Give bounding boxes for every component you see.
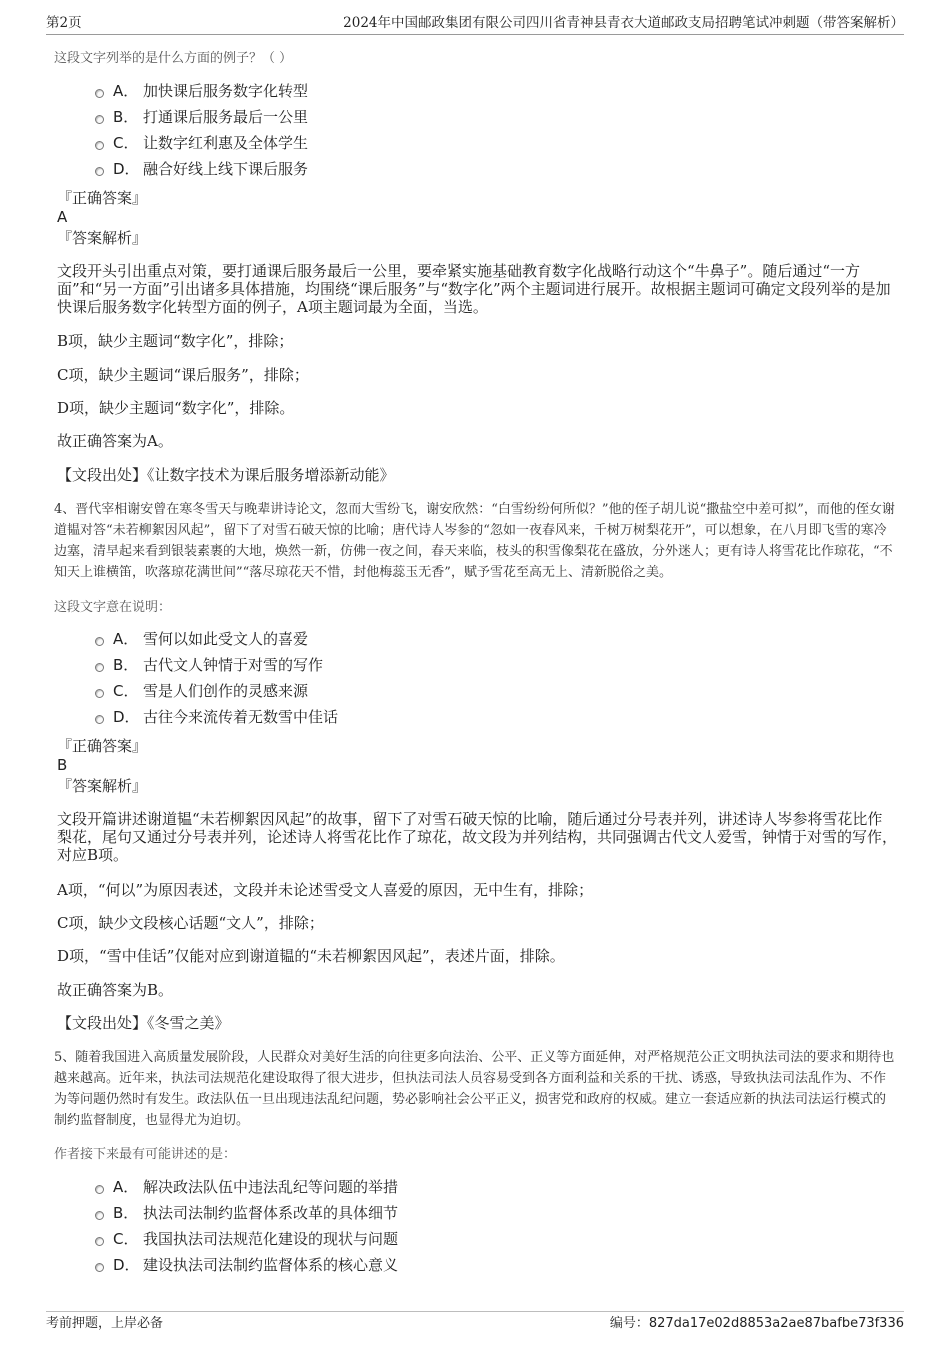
analysis-paragraph: A项，“何以”为原因表述，文段并未论述雪受文人喜爱的原因，无中生有，排除； <box>57 881 594 899</box>
analysis-label: 『答案解析』 <box>57 229 148 247</box>
question-5-option-b[interactable]: B． 执法司法制约监督体系改革的具体细节 <box>95 1203 398 1223</box>
question-4-option-a[interactable]: A． 雪何以如此受文人的喜爱 <box>95 629 308 649</box>
question-3-stem: 这段文字列举的是什么方面的例子？（ ） <box>54 51 293 66</box>
source-citation: 【文段出处】《冬雪之美》 <box>57 1014 230 1032</box>
question-4-option-c[interactable]: C． 雪是人们创作的灵感来源 <box>95 681 308 701</box>
question-4-option-d[interactable]: D． 古往今来流传着无数雪中佳话 <box>95 707 338 727</box>
question-5-option-c[interactable]: C． 我国执法司法规范化建设的现状与问题 <box>95 1229 398 1249</box>
correct-answer: B <box>57 756 68 774</box>
question-4-stem: 这段文字意在说明： <box>54 600 172 615</box>
page-number: 第2页 <box>46 15 82 31</box>
question-5-passage: 5、随着我国进入高质量发展阶段，人民群众对美好生活的向往更多向法治、公平、正义等方面延伸，对严格规范公正文明执法司法的要求和期待也越来越高。近年来，执法司法规范化建设取得了很大进步，但执法司法人员容易受到各方面利益和关系的干扰、诱惑，导致执法司法乱作为、不作为等问题仍然时有发生。政法队伍一旦出现违法乱纪问题，势必影响社会公平正义，损害党和政府的权威。建立一套适应新的执法司法运行模式的制约监督制度，也显得尤为迫切。 <box>54 1050 895 1128</box>
question-4-option-b[interactable]: B． 古代文人钟情于对雪的写作 <box>95 655 323 675</box>
question-5-option-d[interactable]: D． 建设执法司法制约监督体系的核心意义 <box>95 1255 398 1275</box>
source-citation: 【文段出处】《让数字技术为课后服务增添新动能》 <box>57 466 395 484</box>
analysis-label: 『答案解析』 <box>57 777 148 795</box>
question-3-option-b[interactable]: B． 打通课后服务最后一公里 <box>95 107 308 127</box>
question-3-option-d[interactable]: D． 融合好线上线下课后服务 <box>95 159 308 179</box>
question-4-passage: 4、晋代宰相谢安曾在寒冬雪天与晚辈讲诗论文，忽而大雪纷飞，谢安欣然：“白雪纷纷何所似？”他的侄子胡儿说“撒盐空中差可拟”，而他的侄女谢道韫对答“未若柳絮因风起”，留下了对雪石破天惊的比喻；唐代诗人岑参的“忽如一夜春风来，千树万树梨花开”，可以想象，在八月即飞雪的寒冷边塞，清早起来看到银装素裹的大地，焕然一新，仿佛一夜之间，春天来临，枝头的积雪像梨花在盛放，分外迷人；更有诗人将雪花比作琼花，“不知天上谁横笛，吹落琼花满世间”“落尽琼花天不惜，封他梅蕊玉无香”，赋予雪花至高无上、清新脱俗之美。 <box>54 502 895 580</box>
radio-icon[interactable] <box>95 689 104 698</box>
analysis-paragraph: 文段开篇讲述谢道韫“未若柳絮因风起”的故事，留下了对雪石破天惊的比喻，随后通过分号表并列，讲述诗人岑参将雪花比作梨花，尾句又通过分号表并列，论述诗人将雪花比作了琼花，故文段为并列结构，共同强调古代文人爱雪，钟情于对雪的写作，对应B项。 <box>57 810 898 864</box>
radio-icon[interactable] <box>95 1211 104 1220</box>
question-5-stem: 作者接下来最有可能讲述的是： <box>54 1147 237 1162</box>
radio-icon[interactable] <box>95 115 104 124</box>
analysis-paragraph: D项，“雪中佳话”仅能对应到谢道韫的“未若柳絮因风起”，表述片面，排除。 <box>57 947 565 965</box>
question-3-option-a[interactable]: A． 加快课后服务数字化转型 <box>95 81 308 101</box>
radio-icon[interactable] <box>95 663 104 672</box>
analysis-paragraph: 文段开头引出重点对策，要打通课后服务最后一公里，要牵紧实施基础教育数字化战略行动这个“牛鼻子”。随后通过“一方面”和“另一方面”引出诸多具体措施，均围绕“课后服务”与“数字化”两个主题词进行展开。故根据主题词可确定文段列举的是加快课后服务数字化转型方面的例子，A项主题词最为全面，当选。 <box>57 262 891 316</box>
radio-icon[interactable] <box>95 1263 104 1272</box>
radio-icon[interactable] <box>95 89 104 98</box>
radio-icon[interactable] <box>95 715 104 724</box>
radio-icon[interactable] <box>95 141 104 150</box>
analysis-paragraph: 故正确答案为B。 <box>57 981 174 999</box>
question-5-option-a[interactable]: A． 解决政法队伍中违法乱纪等问题的举措 <box>95 1177 398 1197</box>
footer-slogan: 考前押题，上岸必备 <box>46 1316 164 1331</box>
analysis-paragraph: C项，缺少文段核心话题“文人”，排除； <box>57 914 324 932</box>
correct-answer-label: 『正确答案』 <box>57 189 148 207</box>
document-code: 编号：827da17e02d8853a2ae87bafbe73f336 <box>609 1316 904 1331</box>
analysis-paragraph: D项，缺少主题词“数字化”，排除。 <box>57 399 295 417</box>
radio-icon[interactable] <box>95 167 104 176</box>
radio-icon[interactable] <box>95 1185 104 1194</box>
question-3-option-c[interactable]: C． 让数字红利惠及全体学生 <box>95 133 308 153</box>
analysis-paragraph: 故正确答案为A。 <box>57 432 173 450</box>
document-title: 2024年中国邮政集团有限公司四川省青神县青衣大道邮政支局招聘笔试冲刺题（带答案解析） <box>343 15 904 31</box>
radio-icon[interactable] <box>95 637 104 646</box>
correct-answer: A <box>57 208 68 226</box>
radio-icon[interactable] <box>95 1237 104 1246</box>
analysis-paragraph: B项，缺少主题词“数字化”，排除； <box>57 332 294 350</box>
analysis-paragraph: C项，缺少主题词“课后服务”，排除； <box>57 366 309 384</box>
page-header <box>46 12 904 35</box>
correct-answer-label: 『正确答案』 <box>57 737 148 755</box>
page-footer <box>46 1311 904 1331</box>
